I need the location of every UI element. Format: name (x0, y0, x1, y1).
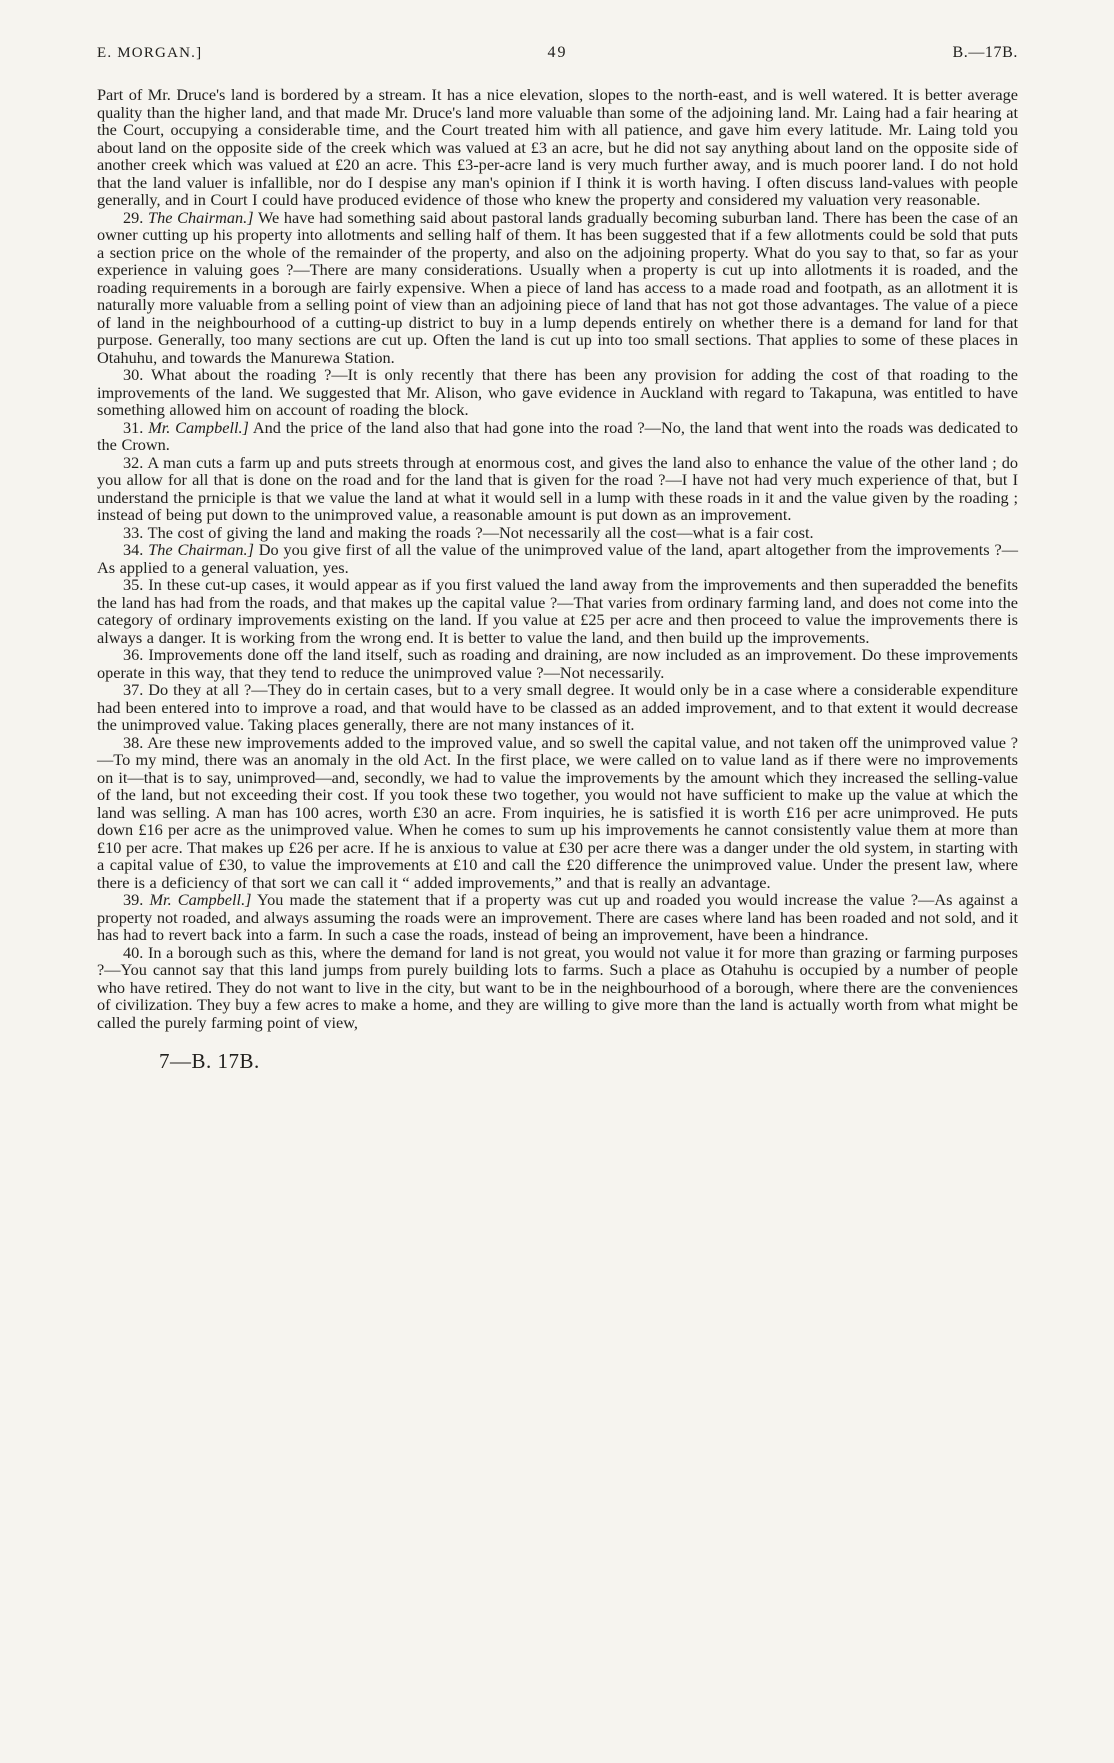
text-run: 30. What about the roading ?—It is only recently that there has been any provision for adding the cost of that roading to the improvements of the land. We suggested that Mr. Alison, who gave evidence in Auckland with regard to Takapuna, was entitled to have something allowed him on account of roading the block. (97, 365, 1018, 419)
paragraph (97, 734, 1018, 892)
paragraph (97, 681, 1018, 734)
paragraph (97, 646, 1018, 681)
paragraph (97, 454, 1018, 524)
text-run: We have had something said about pastoral lands gradually becoming suburban land. There has been the case of an owner cutting up his property into allotments and selling half of them. It has been suggested that if a few allotments could be sold that puts a section price on the whole of the remainder of the property, and also on the adjoining property. What do you say to that, so far as your experience in valuing goes ?—There are many considerations. Usually when a property is cut up into allotments it is roaded, and the roading requirements in a borough are fairly expensive. When a piece of land has access to a made road and footpath, as an allotment it is naturally more valuable from a selling point of view than an adjoining piece of land that has not got those advantages. The value of a piece of land in the neighbourhood of a cutting-up district to buy in a lump depends entirely on whether there is a demand for land for that purpose. Generally, too many sections are cut up. Often the land is cut up into too small sections. That applies to some of these places in Otahuhu, and towards the Manurewa Station. (97, 207, 1018, 367)
text-run: Part of Mr. Druce's land is bordered by a stream. It has a nice elevation, slopes to the north-east, and is well watered. It is better average quality than the higher land, and that made Mr. Druce's land more valuable than some of the adjoining land. Mr. Laing had a fair hearing at the Court, occupying a considerable time, and the Court treated him with all patience, and gave him every latitude. Mr. Laing told you about land on the opposite side of the creek which was valued at £3 an acre, but he did not say anything about land on the opposite side of another creek which was valued at £20 an acre. This £3-per-acre land is very much further away, and is much poorer land. I do not hold that the land valuer is infallible, nor do I despise any man's opinion if I think it is worth having. I often discuss land-values with people generally, and in Court I could have produced evidence of those who knew the property and considered my valuation very reasonable. (97, 85, 1018, 209)
text-run: 32. A man cuts a farm up and puts streets through at enormous cost, and gives the land also to enhance the value of the other land ; do you allow for all that is done on the road and for the land that is given for the road ?—I have not had very much experience of that, but I understand the prniciple is that we value the land at what it would sell in a lump with these roads in it and the value given by the roading ; instead of being put down to the unimproved value, a reasonable amount is put down as an improvement. (97, 452, 1018, 524)
page-header (97, 44, 1018, 62)
witness-name: E. MORGAN.] (97, 45, 203, 61)
printers-signature: 7—B. 17B. (159, 1049, 260, 1073)
text-run: 34. (123, 540, 149, 559)
text-run: You made the statement that if a property was cut up and roaded you would increase the value ?—As against a property not roaded, and always assuming the roads were an improvement. There are cases where land has been roaded and not sold, and it has had to revert back into a farm. In such a case the roads, instead of being an improvement, have been a hindrance. (97, 890, 1019, 944)
paragraph (97, 576, 1018, 646)
text-run: 40. In a borough such as this, where the demand for land is not great, you would not value it for more than grazing or farming purposes ?—You cannot say that this land jumps from purely building lots to farms. Such a place as Otahuhu is occupied by a number of people who have retired. They do not want to live in the city, but want to be in the neighbourhood of a borough, where there are the conveniences of civilization. They buy a few acres to make a home, and they are willing to give more than the land is actually worth from what might be called the purely farming point of view, (97, 942, 1018, 1032)
paper-reference: B.—17B. (952, 44, 1018, 61)
text-run: 39. (123, 890, 150, 909)
page-number: 49 (547, 44, 568, 61)
text-run: 37. Do they at all ?—They do in certain cases, but to a very small degree. It would only be in a case where a considerable expenditure had been entered into to improve a road, and that would have to be classed as an added improvement, and to that extent it would decrease the unimproved value. Taking places generally, there are not many instances of it. (97, 680, 1018, 734)
speaker-attribution: The Chairman.] (148, 540, 254, 559)
speaker-attribution: Mr. Campbell.] (148, 417, 249, 437)
paragraph (97, 541, 1018, 576)
paragraph (97, 86, 1018, 209)
text-run: 35. In these cut-up cases, it would appear as if you first valued the land away from the improvements and then superadded the benefits the land has had from the roads, and that makes up the capital value ?—That varies from ordinary farming land, and does not come into the category of ordinary improvements existing on the land. If you value at £25 per acre and then proceed to value the improvements there is always a danger. It is working from the wrong end. It is better to value the land, and then build up the improvements. (97, 575, 1018, 647)
testimony-body (97, 86, 1018, 1031)
page-footer (97, 1049, 1018, 1074)
text-run: 38. Are these new improvements added to the improved value, and so swell the capital value, and not taken off the unimproved value ?—To my mind, there was an anomaly in the old Act. In the first place, we were called on to value land as if there were no improvements on it—that is to say, unimproved—and, secondly, we had to value the improvements by the amount which they increased the selling-value of the land, but not exceeding their cost. If you took these two together, you would not have sufficient to make up the value at which the land was selling. A man has 100 acres, worth £30 an acre. From inquiries, he is satisfied it is worth £16 per acre unimproved. He puts down £16 per acre as the unimproved value. When he comes to sum up his improvements he cannot consistently value them at more than £10 per acre. That makes up £26 per acre. If he is anxious to value at £30 per acre there was a danger under the old system, in starting with a capital value of £30, to value the improvements at £10 and call the £20 difference the unimproved value. Under the present law, where there is a deficiency of that sort we can call it “ added improvements,” and that is really an advantage. (97, 732, 1018, 892)
paragraph (97, 524, 1018, 542)
text-run: And the price of the land also that had gone into the road ?—No, the land that went into the roads was dedicated to the Crown. (97, 417, 1019, 454)
text-run: 29. (123, 207, 149, 227)
speaker-attribution: The Chairman.] (148, 207, 254, 227)
paragraph (97, 419, 1018, 454)
paragraph (97, 891, 1018, 944)
speaker-attribution: Mr. Campbell.] (149, 890, 252, 909)
text-run: Do you give first of all the value of the unimproved value of the land, apart altogether from the improvements ?—As applied to a general valuation, yes. (97, 540, 1018, 577)
text-run: 36. Improvements done off the land itself, such as roading and draining, are now included as an improvement. Do these improvements operate in this way, that they tend to reduce the unimproved value ?—Not necessarily. (97, 645, 1018, 682)
text-run: 31. (123, 417, 149, 437)
paragraph (97, 366, 1018, 419)
text-run: 33. The cost of giving the land and making the roads ?—Not necessarily all the cost—what is a fair cost. (123, 522, 814, 542)
paragraph (97, 944, 1018, 1032)
paragraph (97, 209, 1018, 367)
